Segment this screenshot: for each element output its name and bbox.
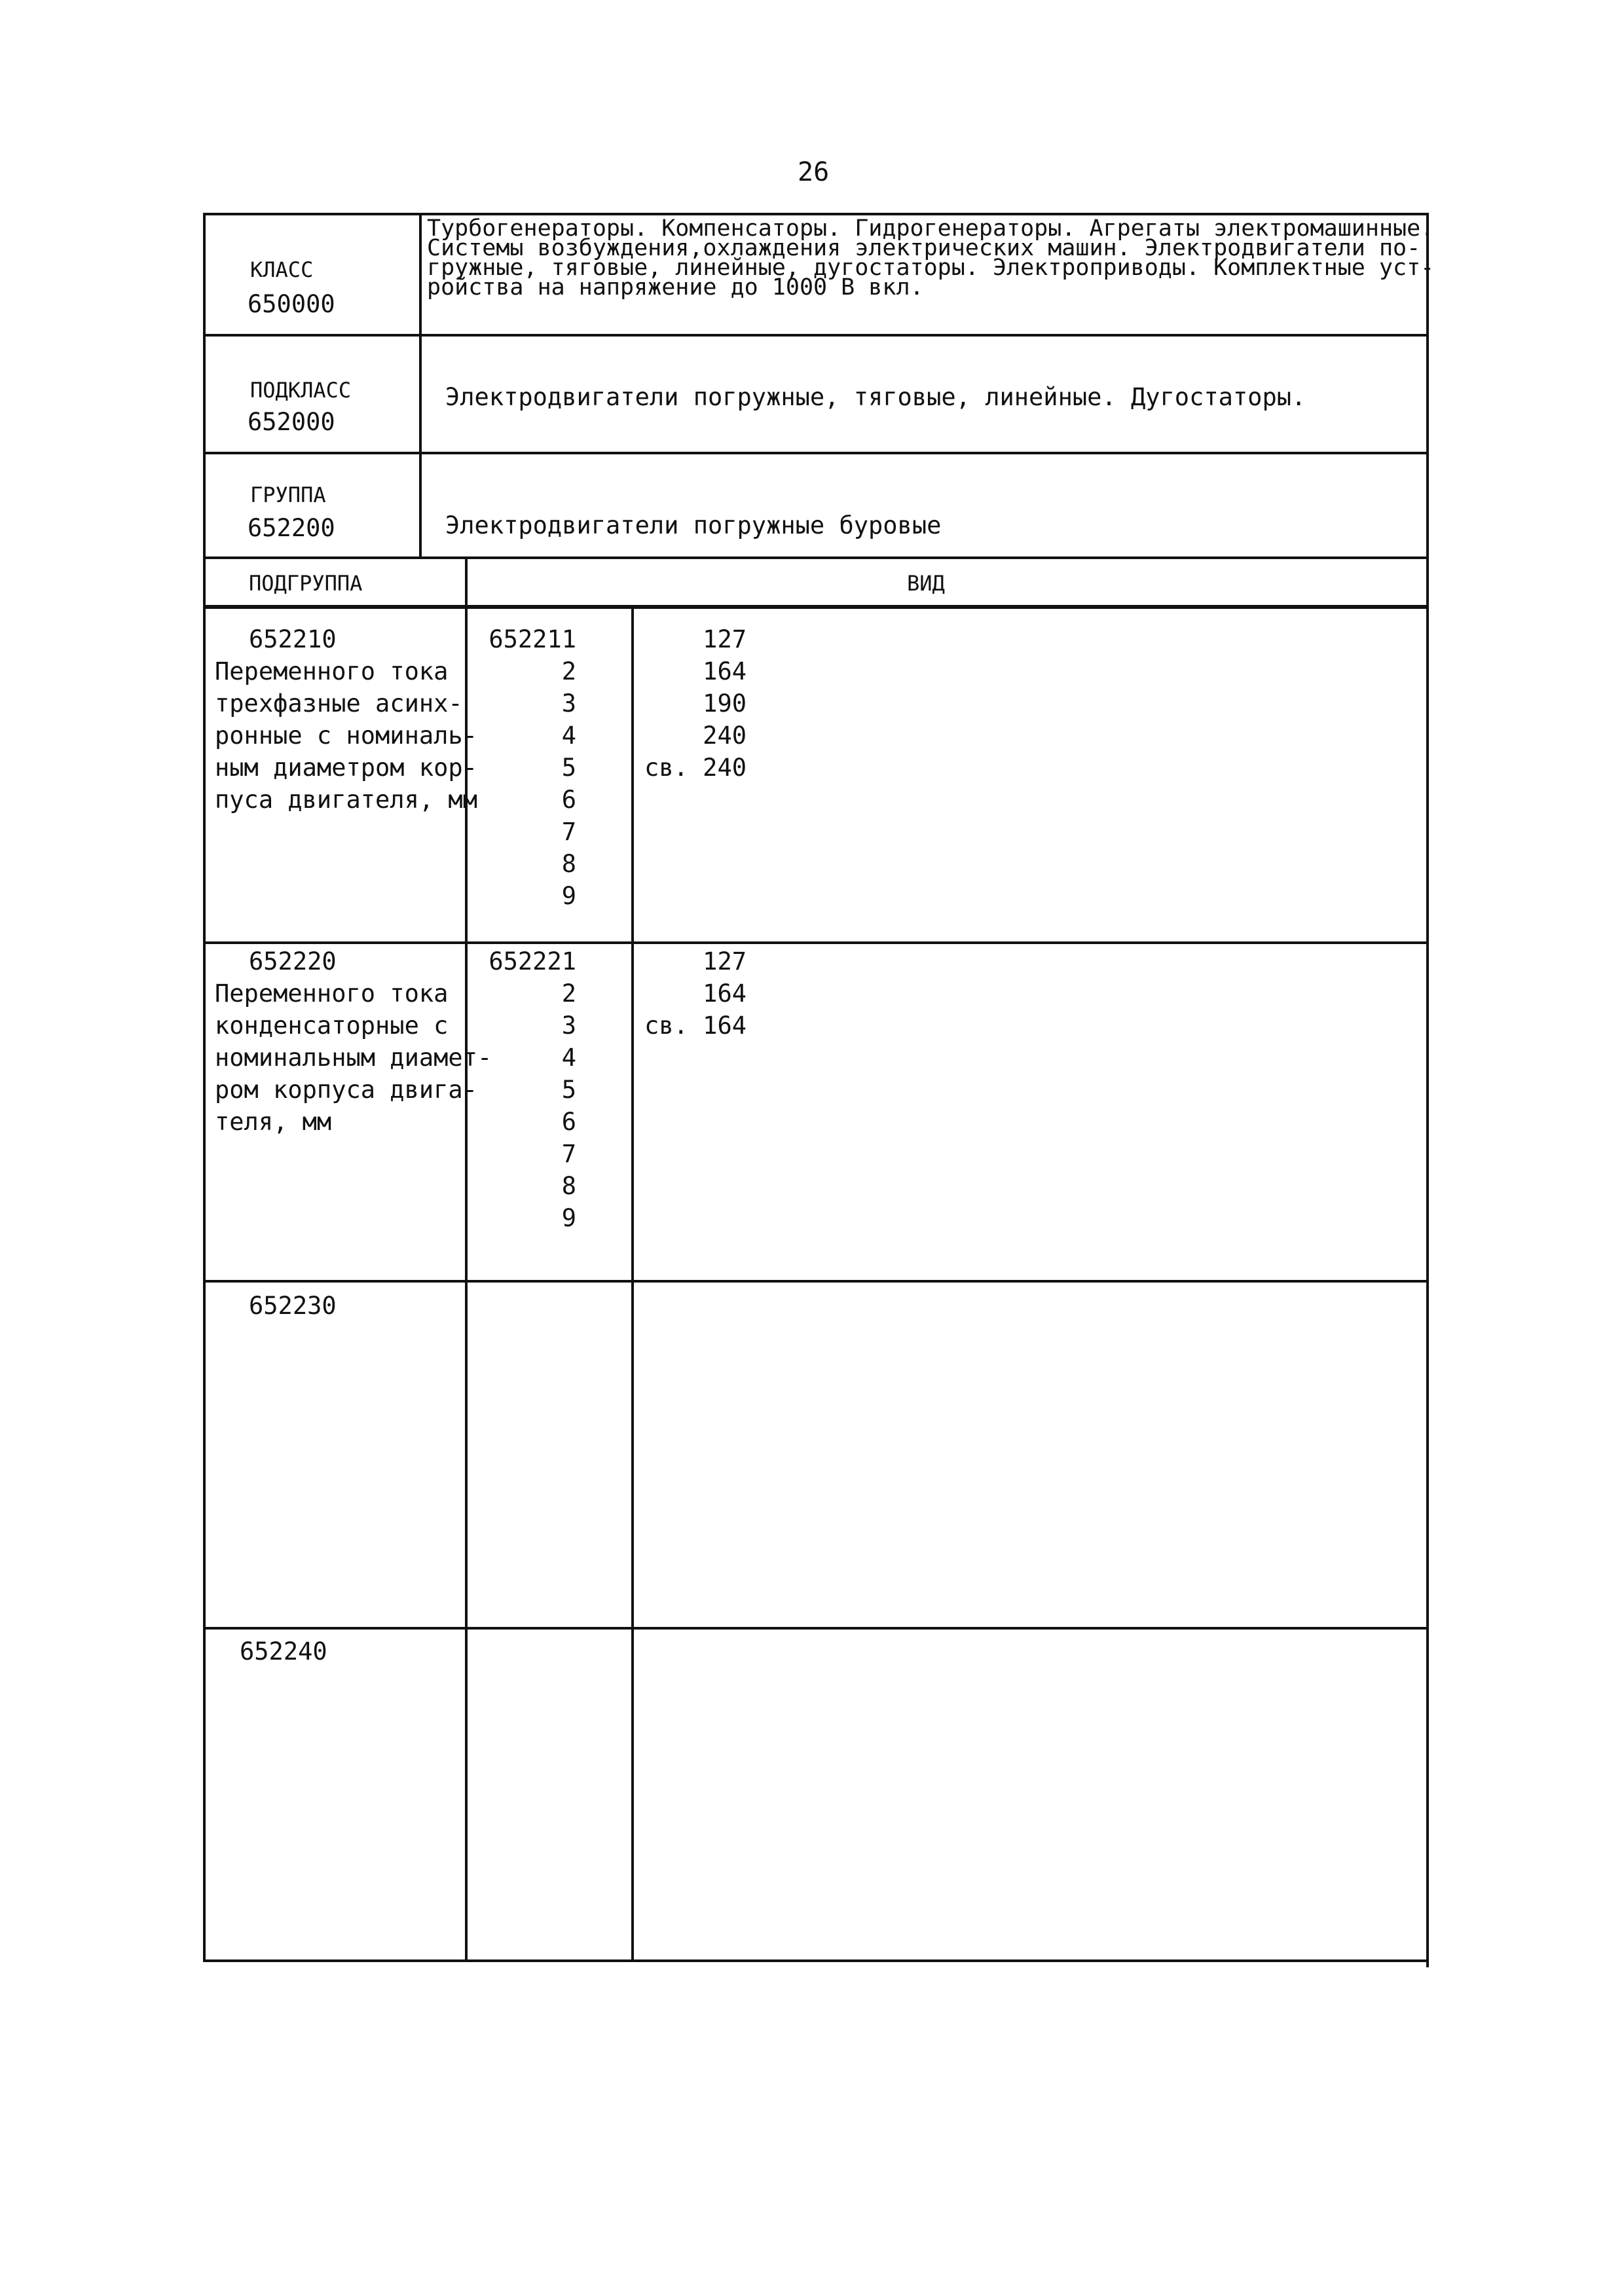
vid-code: 4 — [561, 1044, 576, 1072]
description-line: пуса двигателя, мм — [215, 786, 477, 814]
subgroup-code: 652240 — [240, 1637, 327, 1666]
description-line: теля, мм — [215, 1108, 332, 1136]
vid-code: 7 — [561, 818, 576, 846]
vid-value: св. 240 — [644, 754, 747, 782]
klass-label: КЛАСС — [250, 257, 314, 282]
podklass-label: ПОДКЛАСС — [250, 378, 352, 403]
vid-value: 127 — [703, 625, 747, 653]
description-line: конденсаторные с — [215, 1011, 449, 1040]
vid-code: 5 — [561, 754, 576, 782]
vid-code: 652211 — [489, 625, 576, 653]
header-podgruppa: ПОДГРУППА — [249, 571, 363, 596]
subgroup-description — [215, 977, 492, 1138]
vid-code: 3 — [561, 689, 576, 718]
podklass-text: Электродвигатели погружные, тяговые, линейные. Дугостаторы. — [445, 383, 1306, 411]
gruppa-text: Электродвигатели погружные буровые — [445, 511, 942, 539]
vid-value: 127 — [703, 947, 747, 975]
subgroup-code: 652230 — [249, 1292, 337, 1320]
divider-upper-vertical — [419, 213, 422, 558]
description-line: Переменного тока — [215, 979, 449, 1008]
divider-klass — [203, 334, 1429, 337]
subgroup-code: 652220 — [249, 947, 337, 975]
klass-line: гружные, тяговые, линейные, дугостаторы. Электроприводы. Комплектные уст- — [427, 255, 1435, 281]
vid-value: 164 — [703, 657, 747, 685]
description-line: ным диаметром кор- — [215, 754, 477, 782]
podklass-code: 652000 — [248, 408, 335, 436]
vid-codes — [485, 623, 576, 912]
header-vid: ВИД — [907, 571, 945, 596]
gruppa-label: ГРУППА — [250, 483, 326, 507]
klass-line: Турбогенераторы. Компенсаторы. Гидрогенераторы. Агрегаты электромашинные. — [427, 215, 1435, 242]
description-line: номинальным диамет- — [215, 1044, 492, 1072]
subgroup-code: 652210 — [249, 625, 337, 653]
table-bottom-border — [203, 1959, 1429, 1962]
vid-code: 5 — [561, 1076, 576, 1104]
description-line: ром корпуса двига- — [215, 1076, 477, 1104]
vid-code: 8 — [561, 850, 576, 878]
vid-value: 240 — [703, 721, 747, 750]
divider-podklass — [203, 452, 1429, 454]
vid-values — [629, 945, 747, 1042]
divider-subgroup-3 — [203, 1627, 1429, 1630]
table-left-border — [203, 213, 206, 1962]
divider-subgroup-2 — [203, 1280, 1429, 1283]
description-line: трехфазные асинх- — [215, 689, 463, 718]
vid-code: 6 — [561, 786, 576, 814]
description-line: ронные с номиналь- — [215, 721, 477, 750]
subgroup-description — [215, 655, 477, 816]
vid-value: 190 — [703, 689, 747, 718]
divider-lower-mid — [631, 606, 634, 1962]
vid-code: 6 — [561, 1108, 576, 1136]
gruppa-code: 652200 — [248, 514, 335, 542]
divider-gruppa — [203, 556, 1429, 559]
table-right-border — [1426, 213, 1429, 1967]
divider-header — [203, 605, 1429, 609]
vid-code: 652221 — [489, 947, 576, 975]
klass-line: ройства на напряжение до 1000 В вкл. — [427, 274, 924, 301]
vid-values — [629, 623, 747, 784]
page-number: 26 — [798, 157, 830, 187]
vid-value: св. 164 — [644, 1011, 747, 1040]
vid-value: 164 — [703, 979, 747, 1008]
vid-code: 4 — [561, 721, 576, 750]
description-line: Переменного тока — [215, 657, 449, 685]
klass-line: Системы возбуждения,охлаждения электрических машин. Электродвигатели по- — [427, 235, 1421, 261]
vid-code: 9 — [561, 882, 576, 910]
vid-code: 9 — [561, 1204, 576, 1232]
klass-code: 650000 — [248, 290, 335, 318]
vid-code: 2 — [561, 979, 576, 1008]
vid-codes — [485, 945, 576, 1234]
vid-code: 8 — [561, 1172, 576, 1200]
divider-subgroup-1 — [203, 941, 1429, 944]
vid-code: 7 — [561, 1140, 576, 1168]
vid-code: 3 — [561, 1011, 576, 1040]
vid-code: 2 — [561, 657, 576, 685]
